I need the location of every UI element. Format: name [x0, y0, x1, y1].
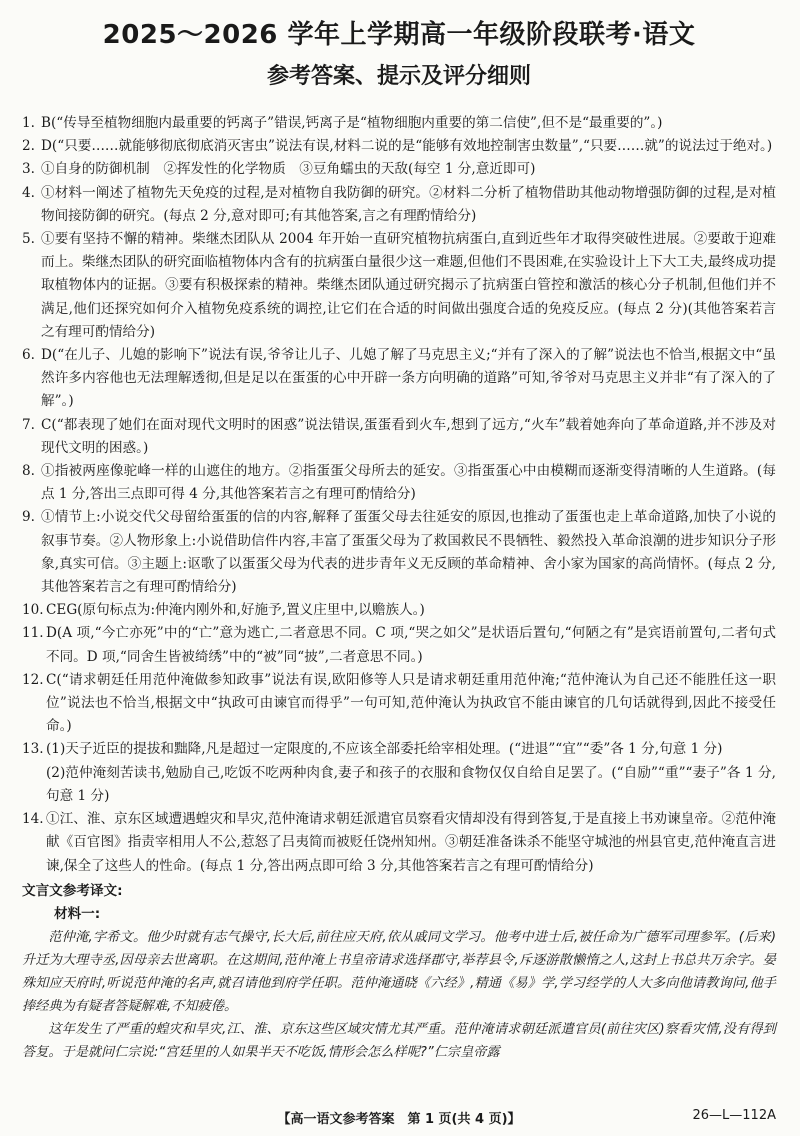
answer-number: 1.	[22, 115, 35, 131]
answer-item-4	[22, 182, 776, 228]
page-subtitle: 参考答案、提示及评分细则	[266, 64, 531, 89]
answer-item-3	[22, 158, 776, 181]
answer-text: CEG(原句标点为:仲淹内刚外和,好施予,置义庄里中,以赡族人。)	[46, 602, 425, 619]
answer-text: ①情节上:小说交代父母留给蛋蛋的信的内容,解释了蛋蛋父母去往延安的原因,也推动了蛋蛋也走上革命道路,加快了小说的叙事节奏。②人物形象上:小说借助信件内容,丰富了蛋蛋父母为了救国救民不畏牺牲、毅然投入革命浪潮的进步知识分子形象,真实可信。③主题上:讴歌了以蛋蛋父母为代表的进步青年义无反顾的革命精神、舍小家为国家的高尚情怀。(每点 2 分,其他答案若言之有理可酌情给分)	[41, 509, 776, 596]
answer-text: D(“在儿子、儿媳的影响下”说法有误,爷爷让儿子、儿媳了解了马克思主义;“并有了深入的了解”说法也不恰当,根据文中“虽然许多内容他也无法理解透彻,但是足以在蛋蛋的心中开辟一条方向明确的道路”可知,爷爷对马克思主义并非“有了深入的了解”。)	[41, 347, 776, 410]
answer-number: 10.	[22, 602, 44, 619]
answer-item-11	[22, 622, 776, 668]
answer-text-part-2: (2)范仲淹刻苦读书,勉励自己,吃饭不吃两种肉食,妻子和孩子的衣服和食物仅仅自给自足罢了。(“自励”“重”“妻子”各 1 分,句意 1 分)	[46, 764, 776, 804]
answer-number: 9.	[22, 509, 35, 526]
answer-text: D(“只要……就能够彻底彻底消灭害虫”说法有误,材料二说的是“能够有效地控制害虫数量”,“只要……就”的说法过于绝对。)	[41, 138, 773, 155]
answer-text: B(“传导至植物细胞内最重要的钙离子”错误,钙离子是“植物细胞内重要的第二信使”,但不是“最重要的”。)	[41, 115, 663, 131]
answer-number: 2.	[22, 138, 35, 155]
answer-item-8	[22, 460, 776, 506]
footer-code: 26—L—112A	[692, 1108, 776, 1123]
translation-paragraph: 这年发生了严重的蝗灾和旱灾,江、淮、京东这些区域灾情尤其严重。范仲淹请求朝廷派遣官员(前往灾区)察看灾情,没有得到答复。于是就问仁宗说:“宫廷里的人如果半天不吃饭,情形会怎么样呢?”仁宗皇帝露	[22, 1021, 776, 1060]
answer-text: ①指被两座像驼峰一样的山遮住的地方。②指蛋蛋父母所去的延安。③指蛋蛋心中由模糊而逐渐变得清晰的人生道路。(每点 1 分,答出三点即可得 4 分,其他答案若言之有理可酌情给分)	[41, 463, 776, 503]
answer-item-5	[22, 228, 776, 344]
answer-item-1	[22, 112, 776, 135]
answer-item-9	[22, 506, 776, 599]
answer-number: 7.	[22, 416, 35, 433]
page-footer	[22, 1108, 776, 1130]
answer-text: ①自身的防御机制 ②挥发性的化学物质 ③豆角蠕虫的天敌(每空 1 分,意近即可)	[41, 161, 536, 178]
answer-item-13	[22, 738, 776, 808]
answer-number: 6.	[22, 347, 35, 364]
answer-item-10	[22, 599, 776, 622]
answer-item-7	[22, 414, 776, 460]
answer-number: 11.	[22, 625, 44, 642]
answer-item-14	[22, 808, 776, 878]
answer-text: ①要有坚持不懈的精神。柴继杰团队从 2004 年开始一直研究植物抗病蛋白,直到近些年才取得突破性进展。②要敢于迎难而上。柴继杰团队的研究面临植物体内含有的抗病蛋白量很少这一难题,但他们不畏困难,在实验设计上下大工夫,最终成功提取植物体内的证据。③要有积极探索的精神。柴继杰团队通过研究揭示了抗病蛋白管控和激活的核心分子机制,但他们并不满足,他们还探究如何介入植物免疫系统的调控,让它们在合适的时间做出强度合适的免疫反应。(每点 2 分)(其他答案若言之有理可酌情给分)	[41, 231, 776, 340]
answer-text: ①江、淮、京东区域遭遇蝗灾和旱灾,范仲淹请求朝廷派遣官员察看灾情却没有得到答复,于是直接上书劝谏皇帝。②范仲淹献《百官图》指责宰相用人不公,惹怒了吕夷简而被贬任饶州知州。③朝廷准备诛杀不能坚守城池的州县官吏,范仲淹直言进谏,保全了这些人的性命。(每点 1 分,答出两点即可给 3 分,其他答案若言之有理可酌情给分)	[46, 811, 776, 874]
footer-page-info: 【高一语文参考答案 第 1 页(共 4 页)】	[277, 1112, 521, 1127]
answer-number: 8.	[22, 463, 35, 480]
answer-number: 4.	[22, 184, 35, 201]
answer-text: ①材料一阐述了植物先天免疫的过程,是对植物自我防御的研究。②材料二分析了植物借助其他动物增强防御的过程,是对植物间接防御的研究。(每点 2 分,意对即可;有其他答案,言之有理酌情给分)	[41, 184, 776, 224]
answer-text: D(A 项,“今亡亦死”中的“亡”意为逃亡,二者意思不同。C 项,“哭之如父”是状语后置句,“何陋之有”是宾语前置句,二者句式不同。D 项,“同舍生皆被绮绣”中的“被”同“披”,二者意思不同。)	[46, 625, 776, 665]
answer-item-2	[22, 135, 776, 158]
answer-text: C(“都表现了她们在面对现代文明时的困惑”说法错误,蛋蛋看到火车,想到了远方,“火车”载着她奔向了革命道路,并不涉及对现代文明的困惑。)	[41, 416, 776, 456]
answer-number: 12.	[22, 671, 44, 688]
answer-item-12	[22, 669, 776, 739]
answer-number: 3.	[22, 161, 35, 178]
answer-number: 13.	[22, 741, 44, 758]
answer-item-6	[22, 344, 776, 414]
answer-text: (1)天子近臣的提拔和黜降,凡是超过一定限度的,不应该全部委托给宰相处理。(“进退”“宜”“委”各 1 分,句意 1 分)	[46, 741, 723, 758]
answer-number: 14.	[22, 811, 44, 828]
translation-paragraph: 范仲淹,字希文。他少时就有志气操守,长大后,前往应天府,依从戚同文学习。他考中进士后,被任命为广德军司理参军。(后来)升迁为大理寺丞,因母亲去世离职。在这期间,范仲淹上书皇帝请求选择郡守,举荐县令,斥逐游散懒惰之人,这封上书总共万余字。晏殊知应天府时,听说范仲淹的名声,就召请他到府学任职。范仲淹通晓《六经》,精通《易》学,学习经学的人大多向他请教询问,他手捧经典为有疑者答疑解难,不知疲倦。	[22, 929, 776, 1014]
translation-heading: 文言文参考译文:	[22, 882, 123, 899]
answer-text: C(“请求朝廷任用范仲淹做参知政事”说法有误,欧阳修等人只是请求朝廷重用范仲淹;“范仲淹认为自己还不能胜任这一职位”说法也不恰当,根据文中“执政可由谏官而得乎”一句可知,范仲淹认为执政官不能由谏官的几句话就得到,因此不接受任命。)	[46, 671, 776, 735]
page-title: 2025～2026 学年上学期高一年级阶段联考·语文	[102, 20, 696, 50]
answer-number: 5.	[22, 231, 35, 248]
material-label: 材料一:	[54, 905, 101, 922]
answer-list	[22, 112, 776, 1064]
